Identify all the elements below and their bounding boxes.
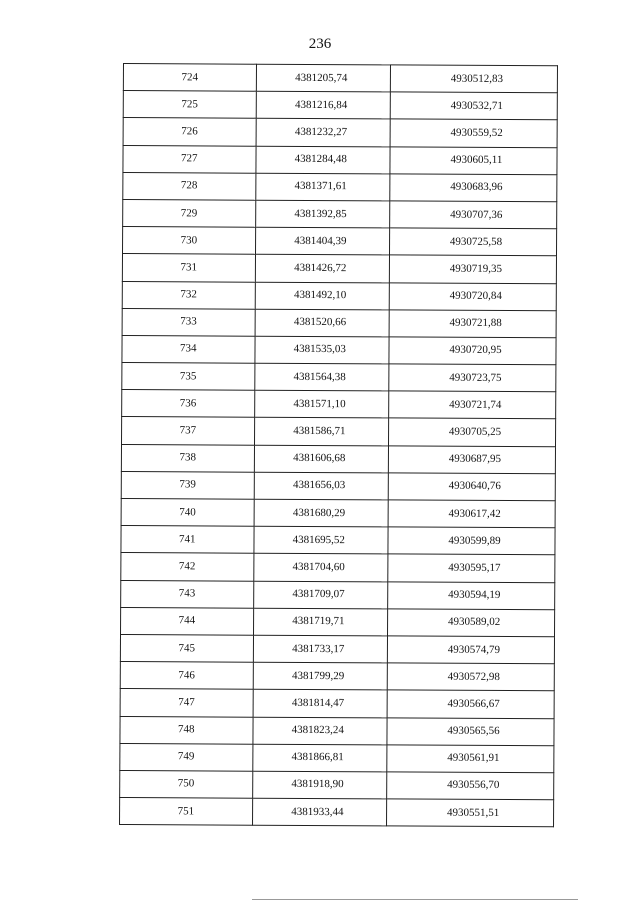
y-coordinate-cell: 4930595,17 xyxy=(388,554,555,582)
table-row xyxy=(121,553,555,582)
point-number-cell: 747 xyxy=(120,689,253,717)
x-coordinate-cell: 4381606,68 xyxy=(254,445,389,473)
y-coordinate-cell: 4930556,70 xyxy=(387,772,554,800)
y-coordinate-cell: 4930723,75 xyxy=(389,364,556,392)
y-coordinate-cell: 4930566,67 xyxy=(387,690,554,718)
y-coordinate-cell: 4930707,36 xyxy=(390,201,557,229)
point-number-cell: 733 xyxy=(122,308,255,336)
y-coordinate-cell: 4930617,42 xyxy=(388,500,555,528)
point-number-cell: 728 xyxy=(123,172,256,200)
point-number-cell: 749 xyxy=(120,743,253,771)
table-row xyxy=(122,281,556,310)
y-coordinate-cell: 4930605,11 xyxy=(390,146,557,174)
x-coordinate-cell: 4381426,72 xyxy=(255,255,390,283)
x-coordinate-cell: 4381232,27 xyxy=(256,119,391,147)
table-row xyxy=(123,91,557,120)
table-row xyxy=(120,662,554,691)
table-row xyxy=(121,471,555,500)
x-coordinate-cell: 4381520,66 xyxy=(255,309,390,337)
y-coordinate-cell: 4930599,89 xyxy=(388,527,555,555)
x-coordinate-cell: 4381719,71 xyxy=(253,608,388,636)
coordinates-table xyxy=(119,63,558,828)
point-number-cell: 751 xyxy=(120,798,253,826)
x-coordinate-cell: 4381933,44 xyxy=(252,798,387,826)
y-coordinate-cell: 4930532,71 xyxy=(390,92,557,120)
point-number-cell: 732 xyxy=(122,281,255,309)
point-number-cell: 724 xyxy=(123,64,256,92)
y-coordinate-cell: 4930589,02 xyxy=(388,609,555,637)
point-number-cell: 739 xyxy=(121,471,254,499)
point-number-cell: 734 xyxy=(122,335,255,363)
y-coordinate-cell: 4930725,58 xyxy=(390,228,557,256)
point-number-cell: 726 xyxy=(123,118,256,146)
y-coordinate-cell: 4930721,88 xyxy=(389,310,556,338)
point-number-cell: 740 xyxy=(121,498,254,526)
x-coordinate-cell: 4381586,71 xyxy=(254,418,389,446)
point-number-cell: 750 xyxy=(120,770,253,798)
table-row xyxy=(123,172,557,201)
x-coordinate-cell: 4381535,03 xyxy=(255,336,390,364)
point-number-cell: 741 xyxy=(121,526,254,554)
y-coordinate-cell: 4930574,79 xyxy=(387,636,554,664)
point-number-cell: 729 xyxy=(123,199,256,227)
point-number-cell: 737 xyxy=(122,417,255,445)
x-coordinate-cell: 4381695,52 xyxy=(254,526,389,554)
y-coordinate-cell: 4930640,76 xyxy=(388,473,555,501)
x-coordinate-cell: 4381571,10 xyxy=(254,390,389,418)
y-coordinate-cell: 4930512,83 xyxy=(390,65,557,93)
table-row xyxy=(121,580,555,609)
x-coordinate-cell: 4381656,03 xyxy=(254,472,389,500)
table-row xyxy=(122,417,556,446)
point-number-cell: 742 xyxy=(121,553,254,581)
point-number-cell: 748 xyxy=(120,716,253,744)
point-number-cell: 746 xyxy=(120,662,253,690)
x-coordinate-cell: 4381371,61 xyxy=(255,173,390,201)
x-coordinate-cell: 4381205,74 xyxy=(256,64,391,92)
table-row xyxy=(122,390,556,419)
x-coordinate-cell: 4381733,17 xyxy=(253,635,388,663)
coordinates-table-body xyxy=(120,64,558,828)
x-coordinate-cell: 4381216,84 xyxy=(256,91,391,119)
x-coordinate-cell: 4381814,47 xyxy=(253,690,388,718)
x-coordinate-cell: 4381564,38 xyxy=(254,363,389,391)
table-row xyxy=(122,335,556,364)
y-coordinate-cell: 4930720,95 xyxy=(389,337,556,365)
point-number-cell: 731 xyxy=(122,254,255,282)
point-number-cell: 738 xyxy=(121,444,254,472)
x-coordinate-cell: 4381866,81 xyxy=(252,744,387,772)
y-coordinate-cell: 4930720,84 xyxy=(389,282,556,310)
point-number-cell: 744 xyxy=(121,607,254,635)
table-row xyxy=(122,363,556,392)
table-row xyxy=(123,145,557,174)
point-number-cell: 730 xyxy=(123,227,256,255)
page-bottom-edge xyxy=(252,899,578,900)
table-row xyxy=(123,64,557,93)
table-row xyxy=(122,308,556,337)
table-row xyxy=(120,689,554,718)
point-number-cell: 736 xyxy=(122,390,255,418)
x-coordinate-cell: 4381799,29 xyxy=(253,662,388,690)
page-number: 236 xyxy=(308,36,332,52)
x-coordinate-cell: 4381709,07 xyxy=(253,581,388,609)
y-coordinate-cell: 4930705,25 xyxy=(389,418,556,446)
table-row xyxy=(123,227,557,256)
y-coordinate-cell: 4930719,35 xyxy=(389,255,556,283)
y-coordinate-cell: 4930687,95 xyxy=(388,446,555,474)
y-coordinate-cell: 4930559,52 xyxy=(390,119,557,147)
table-row xyxy=(121,607,555,636)
table-row xyxy=(120,798,554,827)
y-coordinate-cell: 4930683,96 xyxy=(390,174,557,202)
table-row xyxy=(121,444,555,473)
x-coordinate-cell: 4381680,29 xyxy=(254,499,389,527)
table-row xyxy=(120,743,554,772)
point-number-cell: 745 xyxy=(120,634,253,662)
y-coordinate-cell: 4930594,19 xyxy=(388,581,555,609)
x-coordinate-cell: 4381918,90 xyxy=(252,771,387,799)
table-row xyxy=(120,716,554,745)
y-coordinate-cell: 4930561,91 xyxy=(387,745,554,773)
point-number-cell: 727 xyxy=(123,145,256,173)
x-coordinate-cell: 4381704,60 xyxy=(253,554,388,582)
x-coordinate-cell: 4381284,48 xyxy=(256,146,391,174)
table-row xyxy=(120,770,554,799)
x-coordinate-cell: 4381392,85 xyxy=(255,200,390,228)
point-number-cell: 743 xyxy=(121,580,254,608)
y-coordinate-cell: 4930551,51 xyxy=(387,799,554,827)
table-row xyxy=(121,498,555,527)
table-row xyxy=(123,199,557,228)
x-coordinate-cell: 4381492,10 xyxy=(255,282,390,310)
x-coordinate-cell: 4381404,39 xyxy=(255,227,390,255)
point-number-cell: 725 xyxy=(123,91,256,119)
y-coordinate-cell: 4930572,98 xyxy=(387,663,554,691)
table-row xyxy=(123,118,557,147)
table-row xyxy=(120,634,554,663)
x-coordinate-cell: 4381823,24 xyxy=(253,717,388,745)
table-row xyxy=(122,254,556,283)
y-coordinate-cell: 4930565,56 xyxy=(387,717,554,745)
table-row xyxy=(121,526,555,555)
point-number-cell: 735 xyxy=(122,363,255,391)
y-coordinate-cell: 4930721,74 xyxy=(389,391,556,419)
